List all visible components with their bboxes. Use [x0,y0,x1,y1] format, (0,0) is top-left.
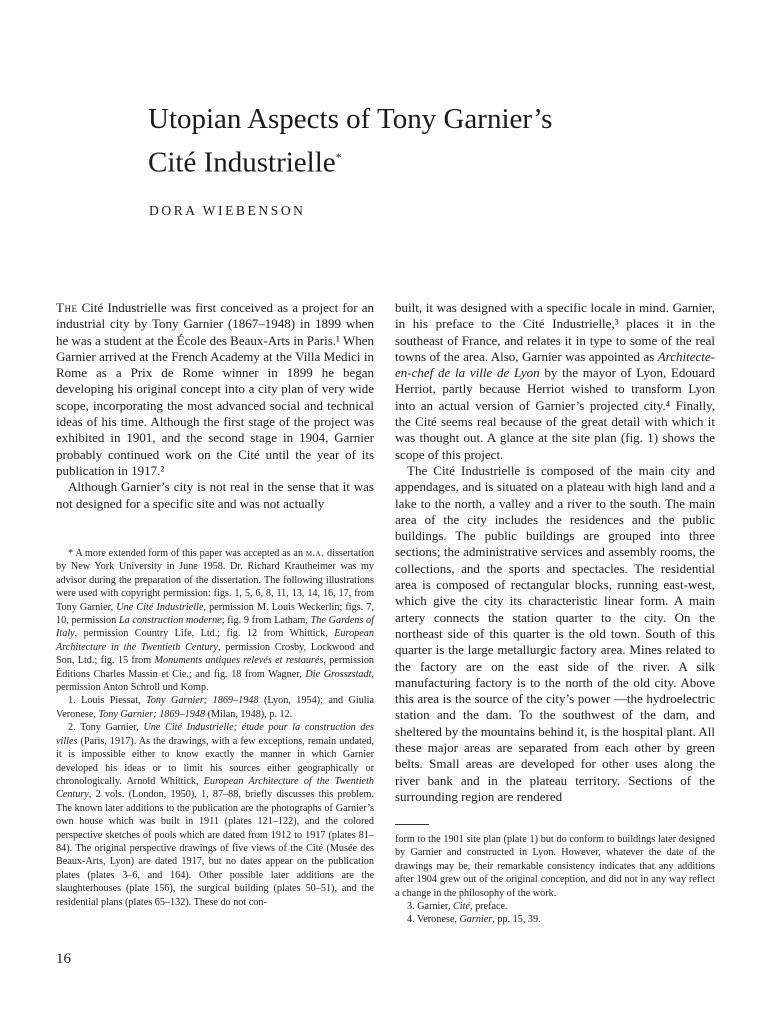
fn-text: , pp. 15, 39. [492,914,541,926]
footnote-3 [395,900,715,913]
fn-text: , permission Country Life, Ltd.; fig. 12 from Whittick, [74,628,335,640]
fn-text: 1. Louis Piessat, [68,695,147,707]
fn-text: , permission Anton Schroll und Komp. [56,668,374,694]
fn-text: (Paris, 1917). As the drawings, with a few exceptions, remain undated, it is impossible either to know exactly the manner in which Garnier developed his ideas or to limit his sources either geographically or chronologically. Arnold Whittick, [56,735,374,787]
footnote-4 [395,913,715,926]
fn-title: Die Grosszstadt [305,668,372,680]
fn-title: European Architecture of the Twentieth Century [56,775,374,801]
fn-title: Tony Garnier; 1869–1948 [98,708,206,720]
footnote-2 [56,721,374,909]
fn-text: , preface. [469,901,508,913]
second-paragraph: Although Garnier’s city is not real in the sense that it was not designed for a specific site and was not actually [56,479,374,511]
fn-title: Tony Garnier; 1869–1948 [146,695,259,707]
lead-word: The [56,300,78,315]
footnote-2-continued: form to the 1901 site plan (plate 1) but do conform to buildings later designed by Garnier and constructed in Lyon. However, whatever the date of the drawings may be, their remarkable consistency indicates that any additions after 1904 grew out of the original conception, and did not in any way reflect a change in the philosophy of the work. [395,834,715,899]
fn-title: Cité [452,901,470,913]
fn-text: (Milan, 1948), p. 12. [205,708,293,720]
paragraph-text: built, it was designed with a specific locale in mind. Garnier, in his preface to the Cité Industrielle,³ places it in the southeast of France, and relates it in type to some of the real towns of the area. Also, Garnier was appointed as [395,300,715,364]
fn-text: 2. Tony Garnier, [68,722,144,734]
fn-text: (Lyon, 1954); and Giulia Veronese, [56,695,374,720]
left-column [56,300,374,512]
fn-text: ; fig. 9 from Latham, [221,615,311,627]
fn-text: dissertation by New York University in June 1958. Dr. Richard Krautheimer was my advisor during the preparation of the dissertation. The following illustrations were used with copyright permission: figs. 1, 5, 6, 8, 11, 13, 14, 16, 17, from Tony Garnier, [56,548,375,613]
italic-title: Architecte-en-chef de la ville de Lyon [395,348,715,381]
fn-title: Garnier [459,914,493,926]
footnote-star [56,547,374,694]
fn-text: 4. Veronese, [407,914,460,926]
fn-title: Une Cité Industrielle; étude pour la construction des villes [56,722,374,747]
paragraph-text: by the mayor of Lyon, Edouard Herriot, partly because Herriot wished to transform Lyon into an actual version of Garnier’s projected city.⁴ Finally, the Cité seems real because of the great detail with which it was thought out. A glance at the site plan (fig. 1) shows the scope of this project. [395,365,715,462]
fn-title: La construction moderne [118,615,222,627]
footnote-1 [56,694,374,721]
fn-text: , 2 vols. (London, 1950), 1, 87–88, briefly discusses this problem. The known later additions to the publication are the photographs of Garnier’s own house which was built in 1911 (plates 121–122), and the colored perspective sketches of pools which are dated from 1912 to 1917 (plates 81–84). The original perspective drawings of five views of the Cité (Musée des Beaux-Arts, Lyon) are dated 1917, but no dates appear on the publication plates (plates 3–6, and 164). Other possible later additions are the slaughterhouses (plate 156), the surgical building (plates 50–51), and the residential plans (plates 65–132). These do not con- [56,789,374,908]
title-footnote-marker: * [335,150,342,164]
fn-title: The Gardens of Italy [56,615,374,640]
article-title [148,100,668,182]
page-number: 16 [56,951,71,967]
fn-text: 3. Garnier, [407,901,453,913]
intro-paragraph [56,300,374,479]
fn-title: Monuments antiques relevés et restaurés [154,655,324,667]
fn-text: , permission M. Louis Weckerlin; figs. 7, 10, permission [56,601,374,627]
continued-paragraph [395,300,715,463]
intro-paragraph-text: Cité Industrielle was first conceived as a project for an industrial city by Tony Garnier (1867–1948) in 1899 when he was a student at the École des Beaux-Arts in Paris.¹ When Garnier arrived at the French Academy at the Villa Medici in Rome as a Prix de Rome winner in 1899 he began developing his original concept into a city plan of very wide scope, incorporating the most advanced social and technical ideas of his time. Although the first stage of the project was exhibited in 1901, and the second stage in 1904, Garnier probably continued work on the Cité until the year of its publication in 1917.² [56,300,374,478]
footnotes-right [395,824,715,927]
fn-text: , permission Éditions Charles Massin et Cie.; and fig. 18 from Wagner, [56,655,375,680]
fn-title: Une Cité Industrielle [116,601,204,613]
fn-text: * A more extended form of this paper was accepted as an [68,548,306,559]
description-paragraph: The Cité Industrielle is composed of the main city and appendages, and is situated on a plateau with high land and a lake to the north, a valley and a river to the south. The main area of the city includes the residences and the public buildings. The public buildings are grouped into three sections; the administrative services and assembly rooms, the collections, and the sports and spectacles. The residential area is composed of rectangular blocks, running east-west, which give the city its characteristic linear form. A main artery connects the station quarter to the city. On the northeast side of this quarter is the old town. South of this quarter is the large metallurgic factory area. Mines related to the factory are on the east side of the river. A silk manufacturing factory is to the north of the old city. Above this area is the source of the city’s power —the hydroelectric station and the dam. To the southwest of the dam, and sheltered by the mountains behind it, is the hospital plant. All these major areas are separated from each other by green belts. Small areas are developed for other uses along the river bank and in the plateau territory. Sections of the surrounding region are rendered [395,462,715,804]
title-line-2: Cité Industrielle [148,146,336,179]
fn-degree: m.a. [305,548,325,559]
author-name: DORA WIEBENSON [149,203,306,218]
footnotes-left [56,547,374,909]
fn-title: European Architecture in the Twentieth Century [56,628,374,653]
right-column [395,300,715,805]
fn-text: , permission Crosby, Lockwood and Son, Ltd.; fig. 15 from [56,641,375,667]
footnote-divider [395,824,429,825]
title-line-1: Utopian Aspects of Tony Garnier’s [148,103,553,135]
